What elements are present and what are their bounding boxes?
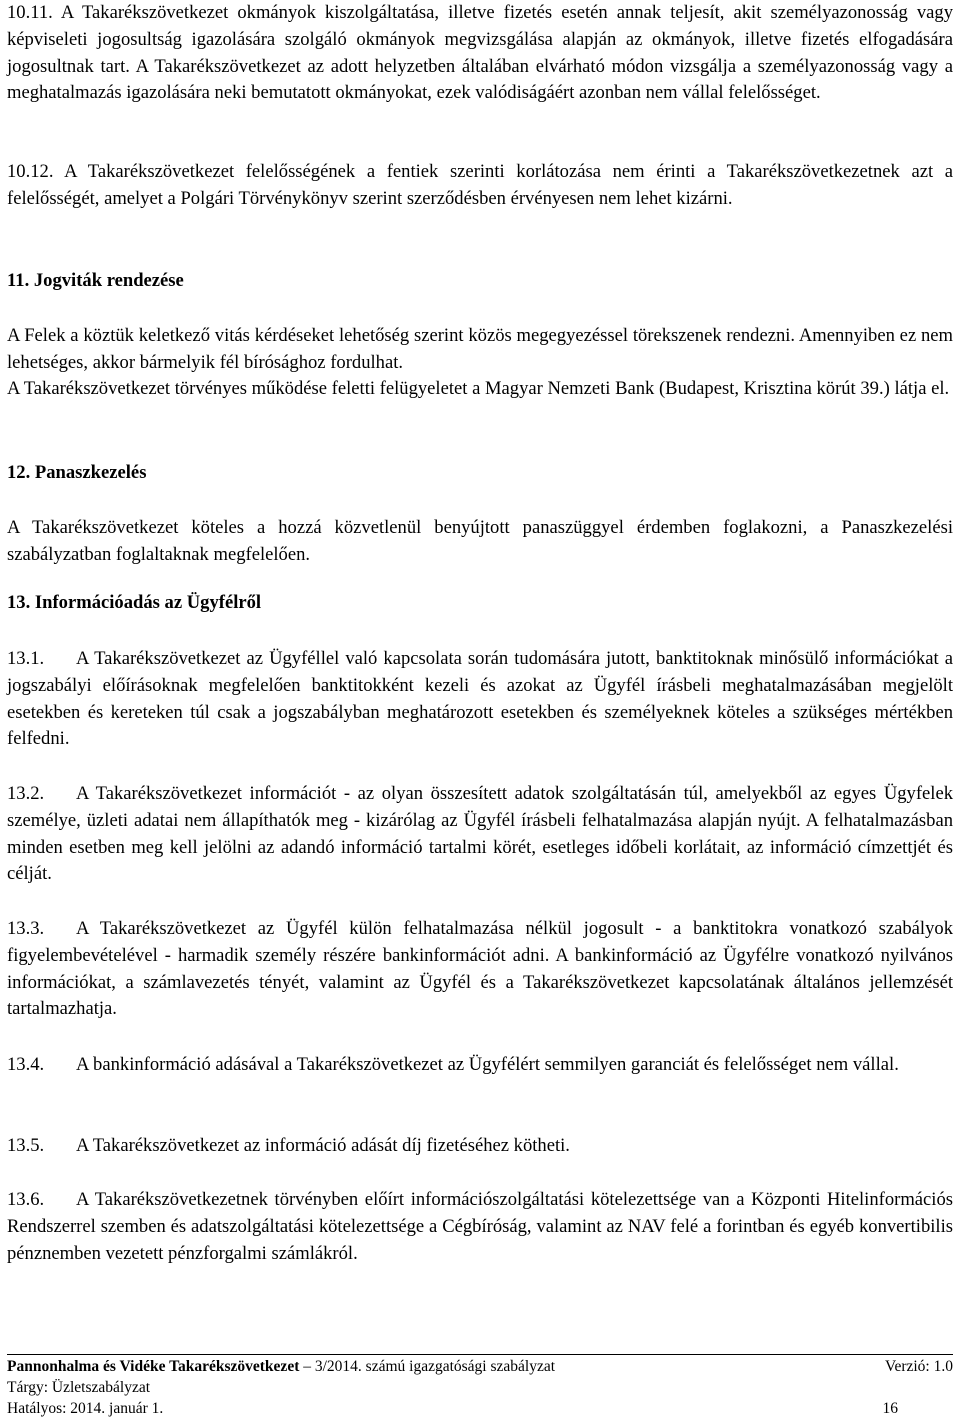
clause-text: A Takarékszövetkezet okmányok kiszolgáltatása, illetve fizetés esetén annak teljesít, akit személyazonosság vagy képviseleti jogosultság igazolására szolgáló okmányok megvizsgálása alapján az okmányok, illetve fizetés elfogadására jogosultnak tart. A Takarékszövetkezet az adott helyzetben általában elvárható módon vizsgálja a személyazonosság vagy a meghatalmazás igazolására neki bemutatott okmányokat, ezek valódiságáért azonban nem vállal felelősséget. (7, 2, 954, 104)
clause-text: A Takarékszövetkezetnek törvényben előírt információszolgáltatási kötelezettsége van a Központi Hitelinformációs Rendszerrel szemben és adatszolgáltatási kötelezettsége a Cégbíróság, valamint az NAV felé a forintban és egyéb konvertibilis pénznemben vezetett pénzforgalmi számlákról. (7, 1189, 953, 1264)
section-11 (7, 268, 953, 403)
clause-text: A bankinformáció adásával a Takarékszövetkezet az Ügyfélért semmilyen garanciát és felelősséget nem vállal. (76, 1054, 899, 1075)
paragraph (7, 916, 953, 1023)
paragraph: A Felek a köztük keletkező vitás kérdéseket lehetőség szerint közös megegyezéssel törekszenek rendezni. Amennyiben ez nem lehetséges, akkor bármelyik fél bírósághoz fordulhat. (7, 324, 953, 373)
clause-13-3 (7, 916, 953, 1023)
paragraph (7, 1133, 953, 1160)
clause-number: 13.5. (7, 1135, 45, 1156)
footer-row-3 (7, 1400, 953, 1418)
clause-13-4 (7, 1052, 953, 1079)
clause-text: A Takarékszövetkezet felelősségének a fentiek szerinti korlátozása nem érinti a Takarékszövetkezetnek azt a felelősségét, amelyet a Polgári Törvénykönyv szerint szerződésben érvényesen nem lehet kizárni. (7, 161, 953, 209)
section-13 (7, 590, 953, 617)
clause-number: 10.11. (7, 2, 53, 23)
clause-number: 13.6. (7, 1189, 45, 1210)
clause-text: A Takarékszövetkezet az Ügyféllel való kapcsolata során tudomására jutott, banktitoknak minősülő információkat a jogszabályi előírásoknak megfelelően banktitokként kezeli és azokat az Ügyfél írásbeli meghatalmazásában megjelölt esetekben és kereteken túl csak a jogszabályban meghatározott esetekben és személyeknek köteles a szükséges mértékben felfedni. (7, 648, 953, 750)
section-heading: 13. Információadás az Ügyfélről (7, 592, 262, 613)
footer-version: Verzió: 1.0 (884, 1358, 953, 1375)
clause-13-5 (7, 1133, 953, 1160)
footer-org: Pannonhalma és Vidéke Takarékszövetkezet (7, 1358, 300, 1375)
clause-number: 13.3. (7, 918, 45, 939)
section-heading: 11. Jogviták rendezése (7, 270, 184, 291)
footer-subject: Tárgy: Üzletszabályzat (7, 1379, 151, 1396)
paragraph: A Takarékszövetkezet köteles a hozzá közvetlenül benyújtott panaszüggyel érdemben foglakozni, a Panaszkezelési szabályzatban foglaltaknak megfelelően. (7, 516, 953, 565)
paragraph (7, 646, 953, 753)
clause-text: A Takarékszövetkezet információt - az olyan összesített adatok szolgáltatásán túl, amelyekből az egyes Ügyfelek személye, üzleti adatai nem állapíthatók meg - kizárólag az Ügyfél írásbeli felhatalmazása alapján nyújt. A felhatalmazásban minden esetben meg kell jelölni az adandó információ tartalmi körét, esetleges időbeli korlátait, az információ címzettjét és célját. (7, 783, 953, 885)
paragraph: A Takarékszövetkezet törvényes működése feletti felügyeletet a Magyar Nemzeti Bank (Budapest, Krisztina körút 39.) látja el. (7, 378, 950, 400)
footer-row-1 (7, 1358, 953, 1376)
clause-number: 10.12. (7, 161, 54, 182)
clause-13-2 (7, 781, 953, 888)
paragraph (7, 0, 953, 107)
paragraph (7, 159, 953, 213)
clause-text: A Takarékszövetkezet az Ügyfél külön felhatalmazása nélkül jogosult - a banktitokra vonatkozó szabályok figyelembevételével - harmadik személy részére bankinformációt adni. A bankinformáció az Ügyfélre vonatkozó nyilvános információkat, a számlavezetés tényét, valamint az Ügyfél és a Takarékszövetkezet kapcsolatának általános jellemzését tartalmazhatja. (7, 918, 953, 1020)
clause-number: 13.2. (7, 783, 45, 804)
clause-text: A Takarékszövetkezet az információ adását díj fizetéséhez kötheti. (76, 1135, 570, 1156)
paragraph (7, 1052, 953, 1079)
paragraph (7, 781, 953, 888)
section-12 (7, 460, 953, 568)
footer (7, 1358, 953, 1420)
clause-number: 13.1. (7, 648, 45, 669)
footer-divider (7, 1354, 953, 1355)
section-heading: 12. Panaszkezelés (7, 462, 147, 483)
footer-doc: – 3/2014. számú igazgatósági szabályzat (299, 1358, 556, 1375)
clause-13-6 (7, 1187, 953, 1267)
clause-13-1 (7, 646, 953, 753)
paragraph (7, 1187, 953, 1267)
page-number: 16 (882, 1400, 898, 1417)
footer-effective: Hatályos: 2014. január 1. (7, 1400, 164, 1417)
clause-number: 13.4. (7, 1054, 45, 1075)
section-10-12 (7, 159, 953, 213)
section-10-11 (7, 0, 953, 107)
